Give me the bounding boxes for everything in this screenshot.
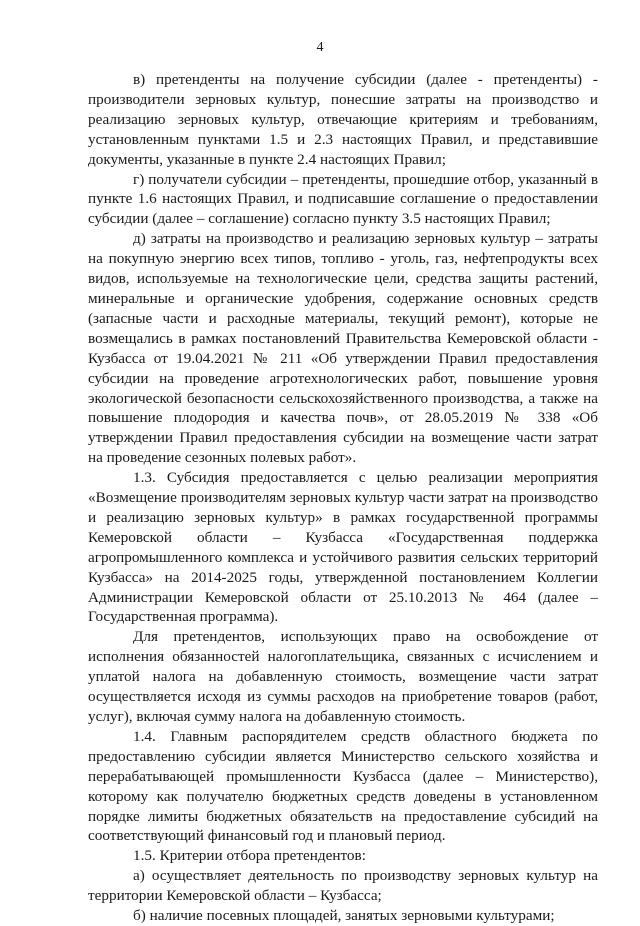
paragraph-1-5-heading: 1.5. Критерии отбора претендентов: (133, 847, 366, 865)
paragraph-criterion-a: а) осуществляет деятельность по производству зерновых культур на территории Кемеровской области – Кузбасса; (88, 867, 598, 905)
document-body (88, 70, 598, 926)
paragraph-vat-exemption: Для претендентов, использующих право на освобождение от исполнения обязанностей налогоплательщика, связанных с исчислением и уплатой налога на добавленную стоимость, возмещение части затрат осуществляется исходя из суммы расходов на приобретение товаров (работ, услуг), включая сумму налога на добавленную стоимость. (88, 628, 598, 725)
paragraph-definition-d: д) затраты на производство и реализацию зерновых культур – затраты на покупную энергию всех типов, топливо - уголь, газ, нефтепродукты всех видов, используемые на технологические цели, средства защиты растений, минеральные и органические удобрения, содержание основных средств (запасные части и расходные материалы, текущий ремонт), которые не возмещались в рамках постановлений Правительства Кемеровской области - Кузбасса от 19.04.2021 № 211 «Об утверждении Правил предоставления субсидии на проведение агротехнологических работ, повышение уровня экологической безопасности сельскохозяйственного производства, а также на повышение плодородия и качества почв», от 28.05.2019 № 338 «Об утверждении Правил предоставления субсидии на возмещение части затрат на проведение сезонных полевых работ». (88, 230, 598, 467)
paragraph-definition-v: в) претенденты на получение субсидии (далее - претенденты) - производители зерновых культур, понесшие затраты на производство и реализацию зерновых культур, отвечающие критериям и требованиям, установленным пунктами 1.5 и 2.3 настоящих Правил, и представившие документы, указанные в пункте 2.4 настоящих Правил; (88, 71, 598, 168)
paragraph-definition-g: г) получатели субсидии – претенденты, прошедшие отбор, указанный в пункте 1.6 настоящих Правил, и подписавшие соглашение о предоставлении субсидии (далее – соглашение) согласно пункту 3.5 настоящих Правил; (88, 170, 598, 228)
paragraph-1-3: 1.3. Субсидия предоставляется с целью реализации мероприятия «Возмещение производителям зерновых культур части затрат на производство и реализацию зерновых культур» в рамках государственной программы Кемеровской области – Кузбасса «Государственная поддержка агропромышленного комплекса и устойчивого развития сельских территорий Кузбасса» на 2014-2025 годы, утвержденной постановлением Коллегии Администрации Кемеровской области от 25.10.2013 № 464 (далее – Государственная программа). (88, 469, 598, 626)
paragraph-1-4: 1.4. Главным распорядителем средств областного бюджета по предоставлению субсидии является Министерство сельского хозяйства и перерабатывающей промышленности Кузбасса (далее – Министерство), которому как получателю бюджетных средств доведены в установленном порядке лимиты бюджетных обязательств на предоставление субсидий на соответствующий финансовый год и плановый период. (88, 727, 598, 845)
paragraph-criterion-b: б) наличие посевных площадей, занятых зерновыми культурами; (133, 907, 555, 925)
page-number: 4 (316, 40, 324, 55)
